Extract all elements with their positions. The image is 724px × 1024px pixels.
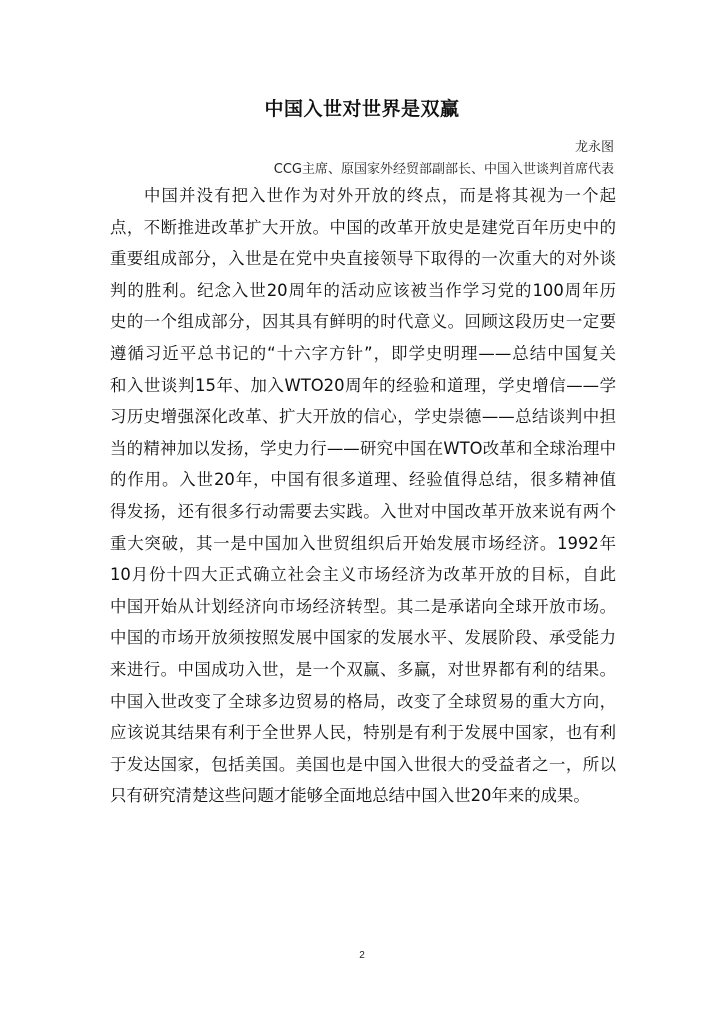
paragraph-line: 10月份十四大正式确立社会主义市场经济为改革开放的目标，自此 bbox=[110, 565, 616, 585]
paragraph-line: 中国入世改变了全球多边贸易的格局，改变了全球贸易的重大方向， bbox=[110, 691, 616, 711]
paragraph-line: 得发扬，还有很多行动需要去实践。入世对中国改革开放来说有两个 bbox=[110, 501, 616, 521]
paragraph-line: 重要组成部分，入世是在党中央直接领导下取得的一次重大的对外谈 bbox=[110, 249, 616, 269]
paragraph-line: 应该说其结果有利于全世界人民，特别是有利于发展中国家，也有利 bbox=[110, 723, 616, 743]
paragraph-line: 史的一个组成部分，因其具有鲜明的时代意义。回顾这段历史一定要 bbox=[110, 312, 616, 332]
paragraph-line: 的作用。入世20年，中国有很多道理、经验值得总结，很多精神值 bbox=[110, 470, 616, 490]
paragraph-line: 只有研究清楚这些问题才能够全面地总结中国入世20年来的成果。 bbox=[110, 786, 590, 806]
paragraph-line: 习历史增强深化改革、扩大开放的信心，学史崇德——总结谈判中担 bbox=[110, 407, 616, 427]
paragraph-line: 当的精神加以发扬，学史力行——研究中国在WTO改革和全球治理中 bbox=[110, 438, 616, 458]
paragraph-line: 中国开始从计划经济向市场经济转型。其二是承诺向全球开放市场。 bbox=[110, 596, 616, 616]
author-name: 龙永图 bbox=[574, 140, 614, 155]
author-affiliation: CCG主席、原国家外经贸部副部长、中国入世谈判首席代表 bbox=[273, 162, 614, 177]
page-number: 2 bbox=[359, 950, 365, 961]
paragraph-line: 中国的市场开放须按照发展中国家的发展水平、发展阶段、承受能力 bbox=[110, 628, 616, 648]
paragraph-line: 中国并没有把入世作为对外开放的终点，而是将其视为一个起 bbox=[144, 186, 616, 205]
document-title: 中国入世对世界是双赢 bbox=[264, 98, 460, 120]
paragraph-line: 和入世谈判15年、加入WTO20周年的经验和道理，学史增信——学 bbox=[110, 375, 616, 395]
paragraph-line: 来进行。中国成功入世，是一个双赢、多赢，对世界都有利的结果。 bbox=[110, 659, 616, 679]
paragraph-line: 重大突破，其一是中国加入世贸组织后开始发展市场经济。1992年 bbox=[110, 533, 616, 553]
body-paragraph bbox=[110, 180, 616, 812]
paragraph-line: 点，不断推进改革扩大开放。中国的改革开放史是建党百年历史中的 bbox=[110, 217, 616, 237]
paragraph-line: 判的胜利。纪念入世20周年的活动应该被当作学习党的100周年历 bbox=[110, 280, 616, 300]
paragraph-line: 遵循习近平总书记的“十六字方针”，即学史明理——总结中国复关 bbox=[110, 343, 616, 363]
paragraph-line: 于发达国家，包括美国。美国也是中国入世很大的受益者之一，所以 bbox=[110, 754, 616, 774]
